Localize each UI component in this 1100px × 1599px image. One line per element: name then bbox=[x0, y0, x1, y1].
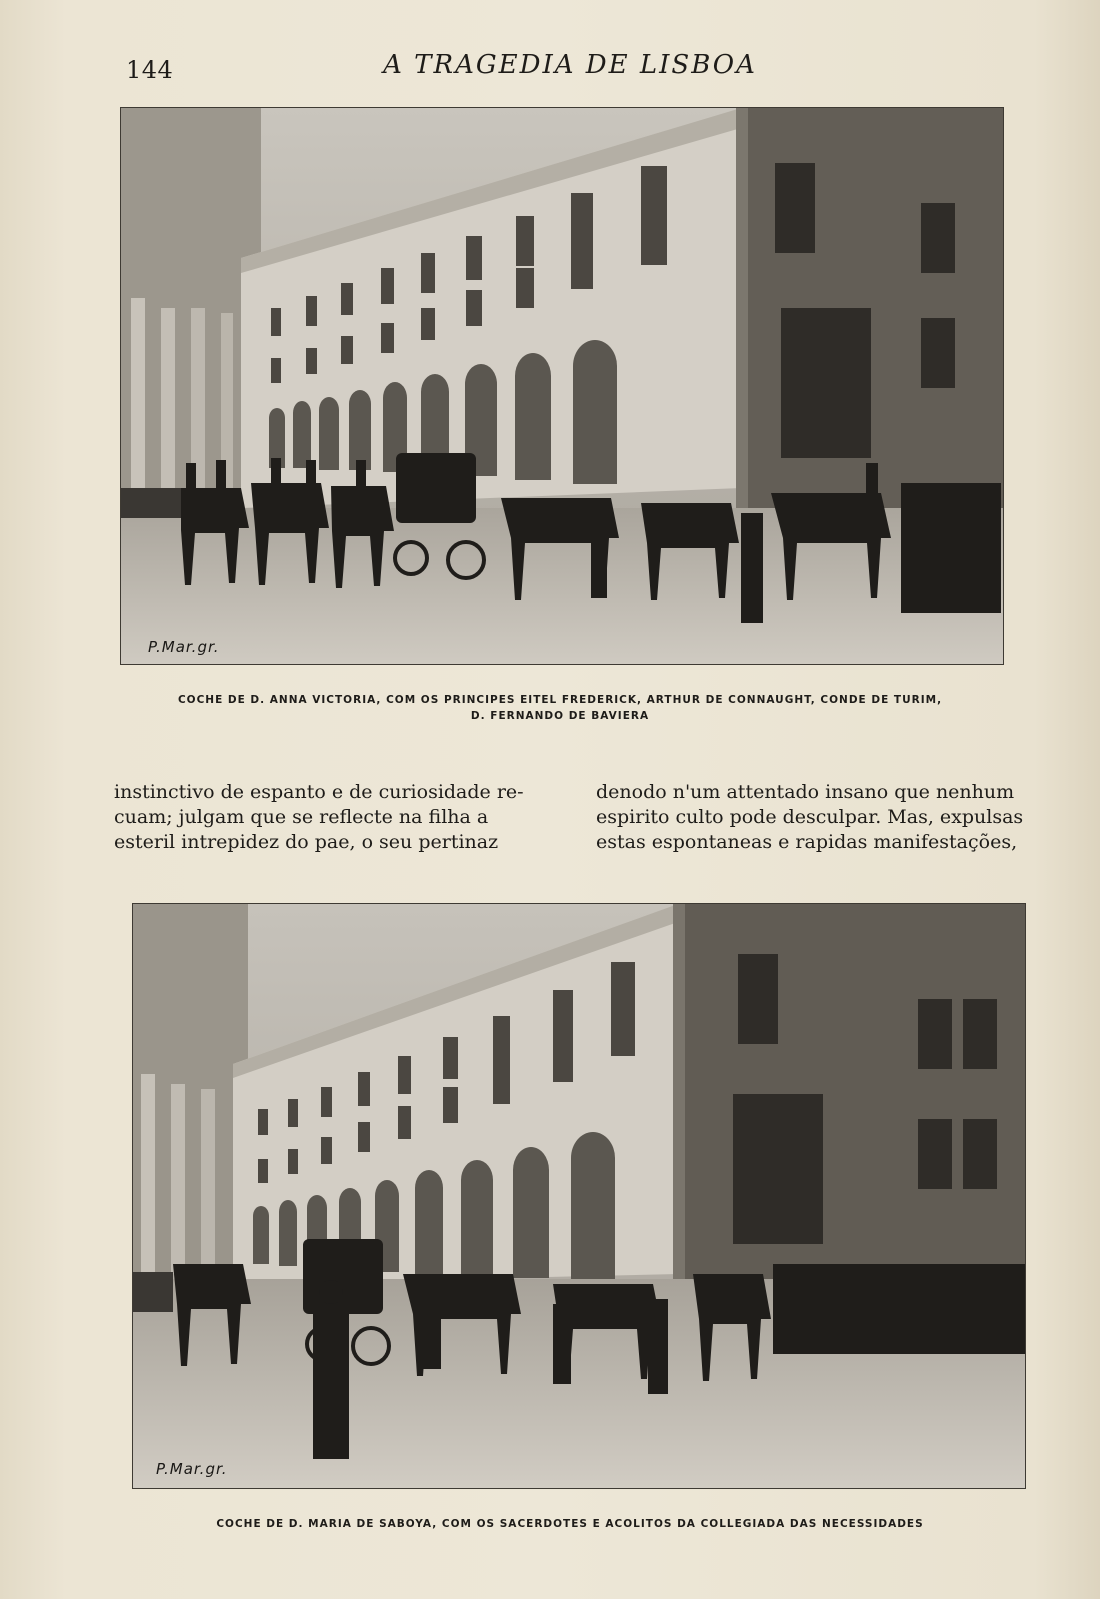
photo-caption bbox=[130, 1516, 1010, 1532]
engraver-mark: P.Mar.gr. bbox=[148, 638, 220, 656]
engraver-mark: P.Mar.gr. bbox=[156, 1460, 228, 1478]
photo-procession-1 bbox=[121, 108, 1003, 664]
caption-line: D. FERNANDO DE BAVIERA bbox=[470, 710, 650, 722]
caption-line: COCHE DE D. ANNA VICTORIA, COM OS PRINCIPES EITEL FREDERICK, ARTHUR DE CONNAUGHT, CONDE DE TURIM, bbox=[177, 694, 943, 706]
photo-caption bbox=[120, 692, 1000, 724]
text-line: esteril intrepidez do pae, o seu pertinaz bbox=[114, 831, 499, 853]
photo-procession-2 bbox=[133, 904, 1025, 1488]
text-line: estas espontaneas e rapidas manifestações, bbox=[596, 831, 1018, 853]
caption-line: COCHE DE D. MARIA DE SABOYA, COM OS SACERDOTES E ACOLITOS DA COLLEGIADA DAS NECESSIDADES bbox=[216, 1518, 924, 1530]
text-line: instinctivo de espanto e de curiosidade re- bbox=[114, 781, 524, 803]
text-line: denodo n'um attentado insano que nenhum bbox=[596, 781, 1015, 803]
text-column-left bbox=[114, 780, 552, 855]
page-number: 144 bbox=[126, 56, 174, 84]
running-title: A TRAGEDIA DE LISBOA bbox=[383, 50, 757, 80]
text-line: espirito culto pode desculpar. Mas, expulsas bbox=[596, 806, 1024, 828]
text-line: cuam; julgam que se reflecte na filha a bbox=[114, 806, 489, 828]
text-column-right bbox=[596, 780, 1038, 855]
